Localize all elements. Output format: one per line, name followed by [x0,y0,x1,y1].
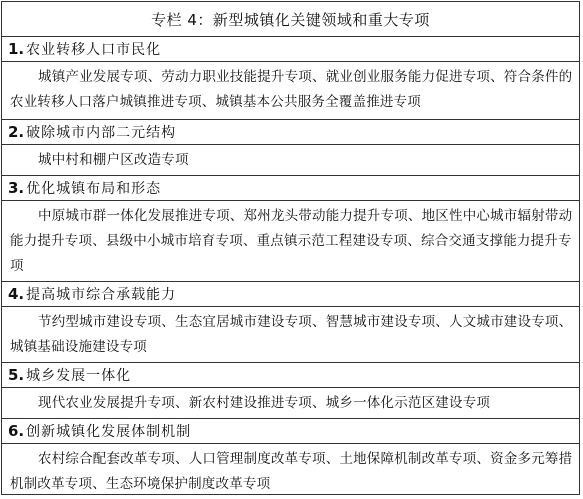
section-number: 4. [8,285,25,303]
section-heading [2,120,579,145]
section-body: 节约型城市建设专项、生态宜居城市建设专项、智慧城市建设专项、人文城市建设专项、城镇基础设施建设专项 [10,314,573,355]
section-number: 5. [8,366,25,384]
section-5 [2,363,579,419]
section-body: 城镇产业发展专项、劳动力职业技能提升专项、就业创业服务能力促进专项、符合条件的农业转移人口落户城镇推进专项、城镇基本公共服务全覆盖推进专项 [10,69,573,110]
section-title: 优化城镇布局和形态 [26,181,162,197]
section-4 [2,282,579,363]
section-2 [2,120,579,176]
section-title: 农业转移人口市民化 [26,42,162,58]
column-panel [1,1,580,495]
section-body: 农村综合配套改革专项、人口管理制度改革专项、土地保障机制改革专项、资金多元筹措机制改革专项、生态环境保护制度改革专项 [10,451,573,492]
section-body: 现代农业发展提升专项、新农村建设推进专项、城乡一体化示范区建设专项 [38,395,491,411]
section-title: 创新城镇化发展体制机制 [26,424,192,440]
section-number: 3. [8,179,25,197]
section-body: 城中村和棚户区改造专项 [38,152,189,168]
section-title: 提高城市综合承载能力 [26,287,177,303]
section-heading [2,363,579,388]
section-number: 1. [8,40,25,58]
section-number: 2. [8,123,25,141]
section-body: 中原城市群一体化发展推进专项、郑州龙头带动能力提升专项、地区性中心城市辐射带动能力提升专项、县级中小城市培育专项、重点镇示范工程建设专项、综合交通支撑能力提升专项 [10,208,573,274]
section-title: 破除城市内部二元结构 [26,125,177,141]
section-title: 城乡发展一体化 [26,368,132,384]
section-heading [2,37,579,62]
section-6 [2,419,579,499]
section-number: 6. [8,422,25,440]
panel-title: 专栏 4：新型城镇化关键领域和重大专项 [2,2,579,37]
section-heading [2,176,579,201]
section-1 [2,37,579,120]
section-3 [2,176,579,282]
section-heading [2,282,579,307]
section-heading [2,419,579,444]
